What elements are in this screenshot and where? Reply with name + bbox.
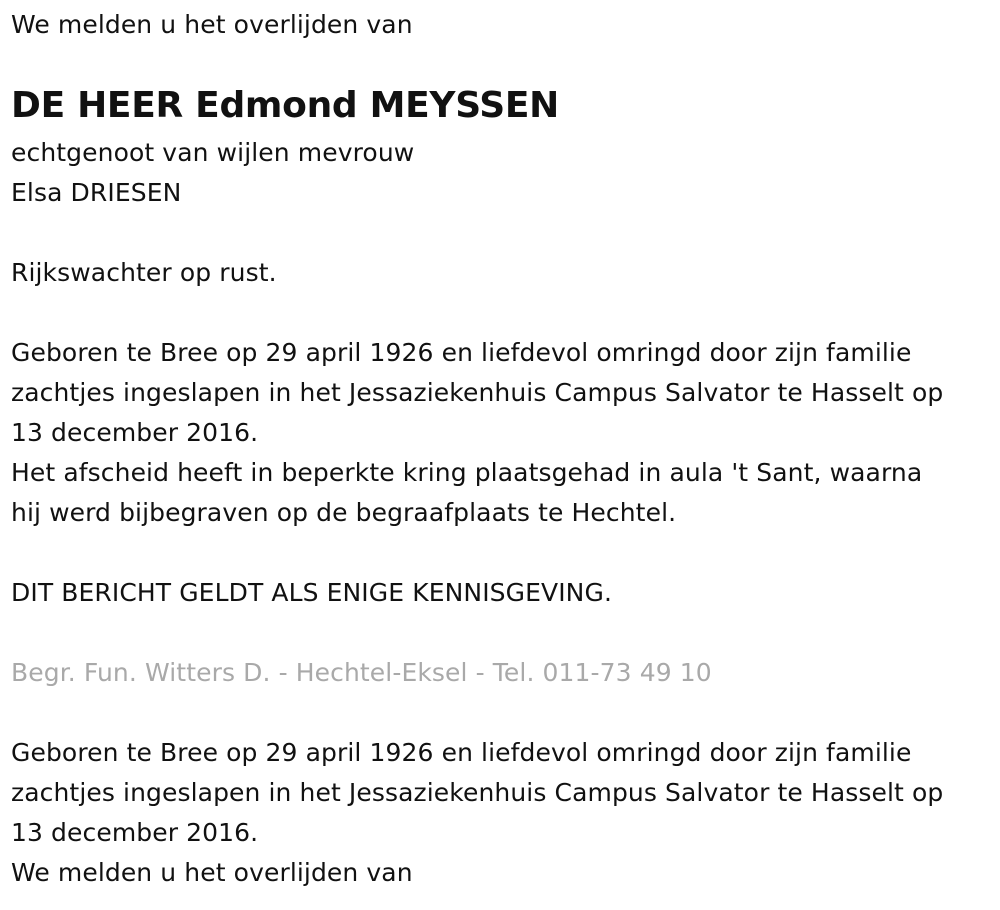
funeral-home-info: Begr. Fun. Witters D. - Hechtel-Eksel - Tel. 011-73 49 10 xyxy=(11,658,712,687)
biography-line: hij werd bijbegraven op de begraafplaats te Hechtel. xyxy=(11,498,677,527)
biography-line: Geboren te Bree op 29 april 1926 en liefdevol omringd door zijn familie xyxy=(11,338,912,367)
biography-line: 13 december 2016. xyxy=(11,418,259,447)
biography-block xyxy=(11,333,943,533)
spouse-block xyxy=(11,133,414,213)
occupation-text: Rijkswachter op rust. xyxy=(11,258,277,287)
biography-line: zachtjes ingeslapen in het Jessaziekenhuis Campus Salvator te Hasselt op xyxy=(11,378,944,407)
repeated-line: 13 december 2016. xyxy=(11,818,259,847)
repeated-line: Geboren te Bree op 29 april 1926 en liefdevol omringd door zijn familie xyxy=(11,738,912,767)
biography-line: Het afscheid heeft in beperkte kring plaatsgehad in aula 't Sant, waarna xyxy=(11,458,923,487)
repeated-block xyxy=(11,733,943,893)
repeated-line: zachtjes ingeslapen in het Jessaziekenhuis Campus Salvator te Hasselt op xyxy=(11,778,944,807)
deceased-name: DE HEER Edmond MEYSSEN xyxy=(11,85,559,126)
intro-text: We melden u het overlijden van xyxy=(11,10,413,39)
spouse-line-2: Elsa DRIESEN xyxy=(11,178,182,207)
repeated-line: We melden u het overlijden van xyxy=(11,858,413,887)
notice-text: DIT BERICHT GELDT ALS ENIGE KENNISGEVING. xyxy=(11,578,612,607)
spouse-line-1: echtgenoot van wijlen mevrouw xyxy=(11,138,415,167)
